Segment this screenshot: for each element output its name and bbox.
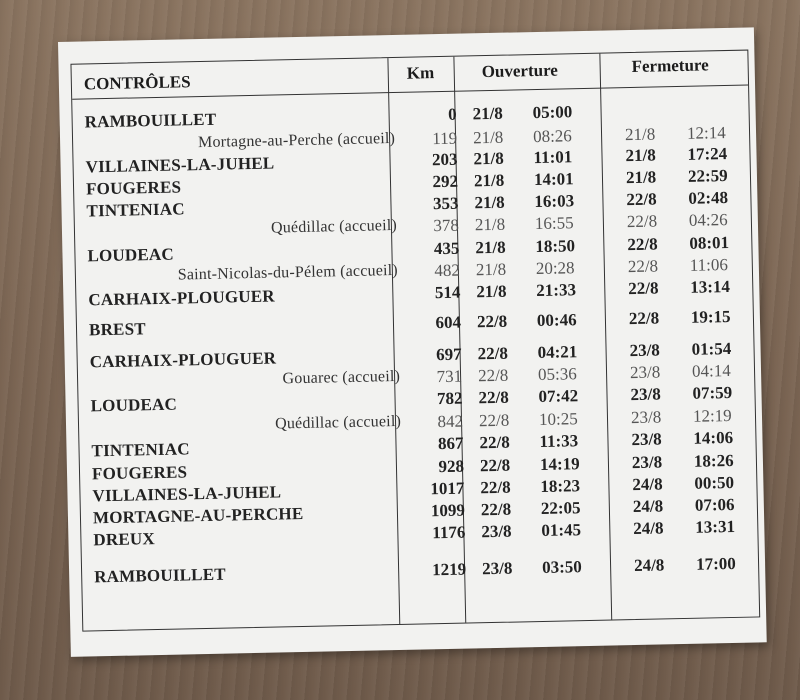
cell-open-time: 11:33 — [539, 431, 579, 452]
cell-open-time: 16:03 — [534, 191, 575, 212]
cell-close-time: 07:06 — [694, 494, 735, 515]
cell-name: RAMBOUILLET — [94, 564, 226, 587]
cell-close-date: 23/8 — [631, 429, 662, 450]
cell-open-time: 14:19 — [539, 454, 580, 474]
cell-open-time: 05:00 — [532, 102, 573, 123]
cell-open-date: 23/8 — [481, 558, 513, 579]
cell-open-time: 05:36 — [537, 364, 577, 385]
cell-close-time: 18:26 — [693, 450, 734, 471]
cell-close-time: 00:50 — [694, 472, 735, 493]
cell-name: Mortagne-au-Perche (accueil) — [197, 129, 396, 152]
cell-km: 482 — [434, 260, 461, 281]
cell-name: Quédillac (accueil) — [270, 216, 398, 237]
header-ouverture: Ouverture — [481, 60, 559, 82]
header-km: Km — [406, 63, 435, 83]
cell-open-time: 11:01 — [533, 147, 573, 168]
cell-km: 867 — [437, 433, 464, 454]
cell-km: 1219 — [431, 559, 467, 580]
cell-name: VILLAINES-LA-JUHEL — [92, 482, 282, 506]
cell-name: LOUDEAC — [90, 394, 178, 416]
cell-km: 842 — [437, 411, 464, 432]
cell-open-date: 22/8 — [478, 387, 509, 408]
cell-open-time: 21:33 — [536, 280, 577, 301]
cell-close-time: 12:19 — [692, 405, 732, 426]
cell-open-date: 22/8 — [480, 477, 511, 498]
cell-open-date: 21/8 — [472, 127, 504, 148]
cell-open-date: 22/8 — [477, 343, 509, 364]
cell-open-time: 20:28 — [535, 258, 575, 279]
cell-close-time: 01:54 — [691, 338, 732, 359]
cell-km: 435 — [433, 238, 460, 259]
cell-km: 731 — [436, 366, 463, 387]
cell-close-date: 23/8 — [631, 452, 663, 473]
cell-name: Quédillac (accueil) — [274, 412, 402, 433]
cell-open-time: 00:46 — [536, 310, 577, 331]
table-row — [82, 553, 758, 589]
cell-km: 604 — [435, 312, 462, 333]
cell-open-date: 21/8 — [472, 103, 504, 124]
cell-open-date: 22/8 — [478, 410, 510, 431]
cell-name: Saint-Nicolas-du-Pélem (accueil) — [177, 261, 399, 284]
cell-close-time: 12:14 — [686, 123, 726, 143]
cell-close-date: 22/8 — [626, 189, 657, 210]
cell-name: FOUGERES — [91, 462, 188, 484]
cell-open-time: 03:50 — [541, 557, 582, 577]
cell-open-date: 21/8 — [476, 281, 507, 302]
cell-km: 292 — [432, 171, 459, 192]
cell-name: TINTENIAC — [91, 439, 190, 461]
cell-name: LOUDEAC — [87, 244, 175, 266]
cell-open-date: 21/8 — [475, 237, 506, 258]
cell-open-date: 22/8 — [476, 311, 508, 332]
cell-close-time: 14:06 — [693, 427, 734, 448]
cell-close-time: 13:31 — [695, 516, 736, 537]
cell-close-date: 24/8 — [633, 518, 664, 539]
cell-name: FOUGERES — [85, 177, 182, 199]
cell-close-date: 21/8 — [624, 124, 656, 145]
cell-close-time: 17:00 — [695, 553, 736, 574]
cell-name: DREUX — [93, 529, 156, 550]
cell-close-date: 22/8 — [628, 278, 659, 299]
cell-close-time: 11:06 — [689, 255, 729, 275]
cell-open-time: 18:23 — [540, 476, 581, 496]
cell-close-date: 24/8 — [632, 496, 664, 517]
cell-close-date: 23/8 — [630, 384, 661, 405]
cell-km: 514 — [434, 282, 461, 303]
cell-km: 119 — [432, 128, 458, 149]
cell-open-date: 22/8 — [479, 432, 510, 453]
cell-open-date: 22/8 — [480, 499, 512, 520]
cell-open-time: 07:42 — [538, 386, 579, 407]
cell-close-time: 02:48 — [688, 188, 729, 208]
cell-open-date: 23/8 — [481, 521, 512, 542]
cell-name: CARHAIX-PLOUGUER — [88, 286, 276, 310]
cell-close-date: 22/8 — [626, 211, 658, 232]
cell-km: 928 — [438, 456, 465, 477]
cell-close-date: 23/8 — [629, 340, 661, 361]
cell-close-date: 22/8 — [628, 308, 660, 329]
table-row — [77, 307, 753, 343]
cell-km: 1099 — [430, 500, 466, 521]
cell-open-date: 21/8 — [475, 259, 507, 280]
cell-open-time: 16:55 — [534, 213, 574, 234]
cell-km: 782 — [436, 388, 463, 409]
cell-open-time: 22:05 — [540, 498, 581, 518]
cell-km: 378 — [433, 215, 460, 236]
controls-sheet — [58, 27, 767, 656]
cell-close-date: 24/8 — [633, 555, 665, 576]
header-fermeture: Fermeture — [631, 55, 709, 76]
cell-open-time: 08:26 — [532, 126, 573, 147]
cell-km: 0 — [447, 104, 457, 124]
cell-close-date: 23/8 — [630, 407, 662, 428]
cell-close-time: 13:14 — [690, 276, 731, 297]
controls-table — [70, 50, 760, 632]
cell-close-date: 24/8 — [632, 474, 663, 495]
cell-km: 353 — [432, 193, 459, 214]
cell-close-time: 17:24 — [687, 144, 728, 164]
cell-open-date: 22/8 — [477, 365, 509, 386]
cell-name: VILLAINES-LA-JUHEL — [85, 153, 275, 177]
cell-open-date: 21/8 — [473, 148, 504, 169]
cell-close-date: 23/8 — [629, 362, 661, 383]
cell-close-date: 22/8 — [627, 256, 659, 277]
cell-close-time: 22:59 — [687, 166, 728, 186]
cell-close-time: 07:59 — [692, 382, 733, 403]
cell-open-time: 10:25 — [538, 409, 578, 430]
cell-name: Gouarec (accueil) — [282, 367, 401, 388]
cell-open-date: 21/8 — [474, 214, 506, 235]
cell-km: 1176 — [432, 522, 466, 543]
cell-close-date: 21/8 — [625, 145, 656, 166]
cell-open-time: 04:21 — [537, 342, 578, 363]
cell-open-time: 18:50 — [535, 236, 576, 257]
cell-name: CARHAIX-PLOUGUER — [89, 348, 277, 372]
cell-close-time: 04:14 — [691, 360, 731, 381]
header-controles: CONTRÔLES — [83, 72, 191, 94]
cell-km: 203 — [431, 149, 458, 170]
cell-km: 1017 — [430, 478, 465, 499]
cell-close-time: 19:15 — [690, 306, 731, 327]
cell-open-time: 01:45 — [541, 520, 582, 540]
cell-name: RAMBOUILLET — [84, 109, 217, 132]
cell-open-time: 14:01 — [533, 169, 574, 190]
cell-name: TINTENIAC — [86, 199, 185, 221]
cell-km: 697 — [435, 344, 462, 365]
cell-close-date: 22/8 — [627, 234, 658, 255]
cell-open-date: 21/8 — [473, 170, 505, 191]
cell-name: BREST — [88, 319, 146, 340]
cell-close-date: 21/8 — [625, 167, 657, 188]
cell-close-time: 08:01 — [689, 232, 730, 253]
cell-open-date: 22/8 — [479, 455, 511, 476]
cell-close-time: 04:26 — [688, 210, 728, 230]
cell-open-date: 21/8 — [474, 192, 505, 213]
cell-name: MORTAGNE-AU-PERCHE — [92, 503, 304, 528]
